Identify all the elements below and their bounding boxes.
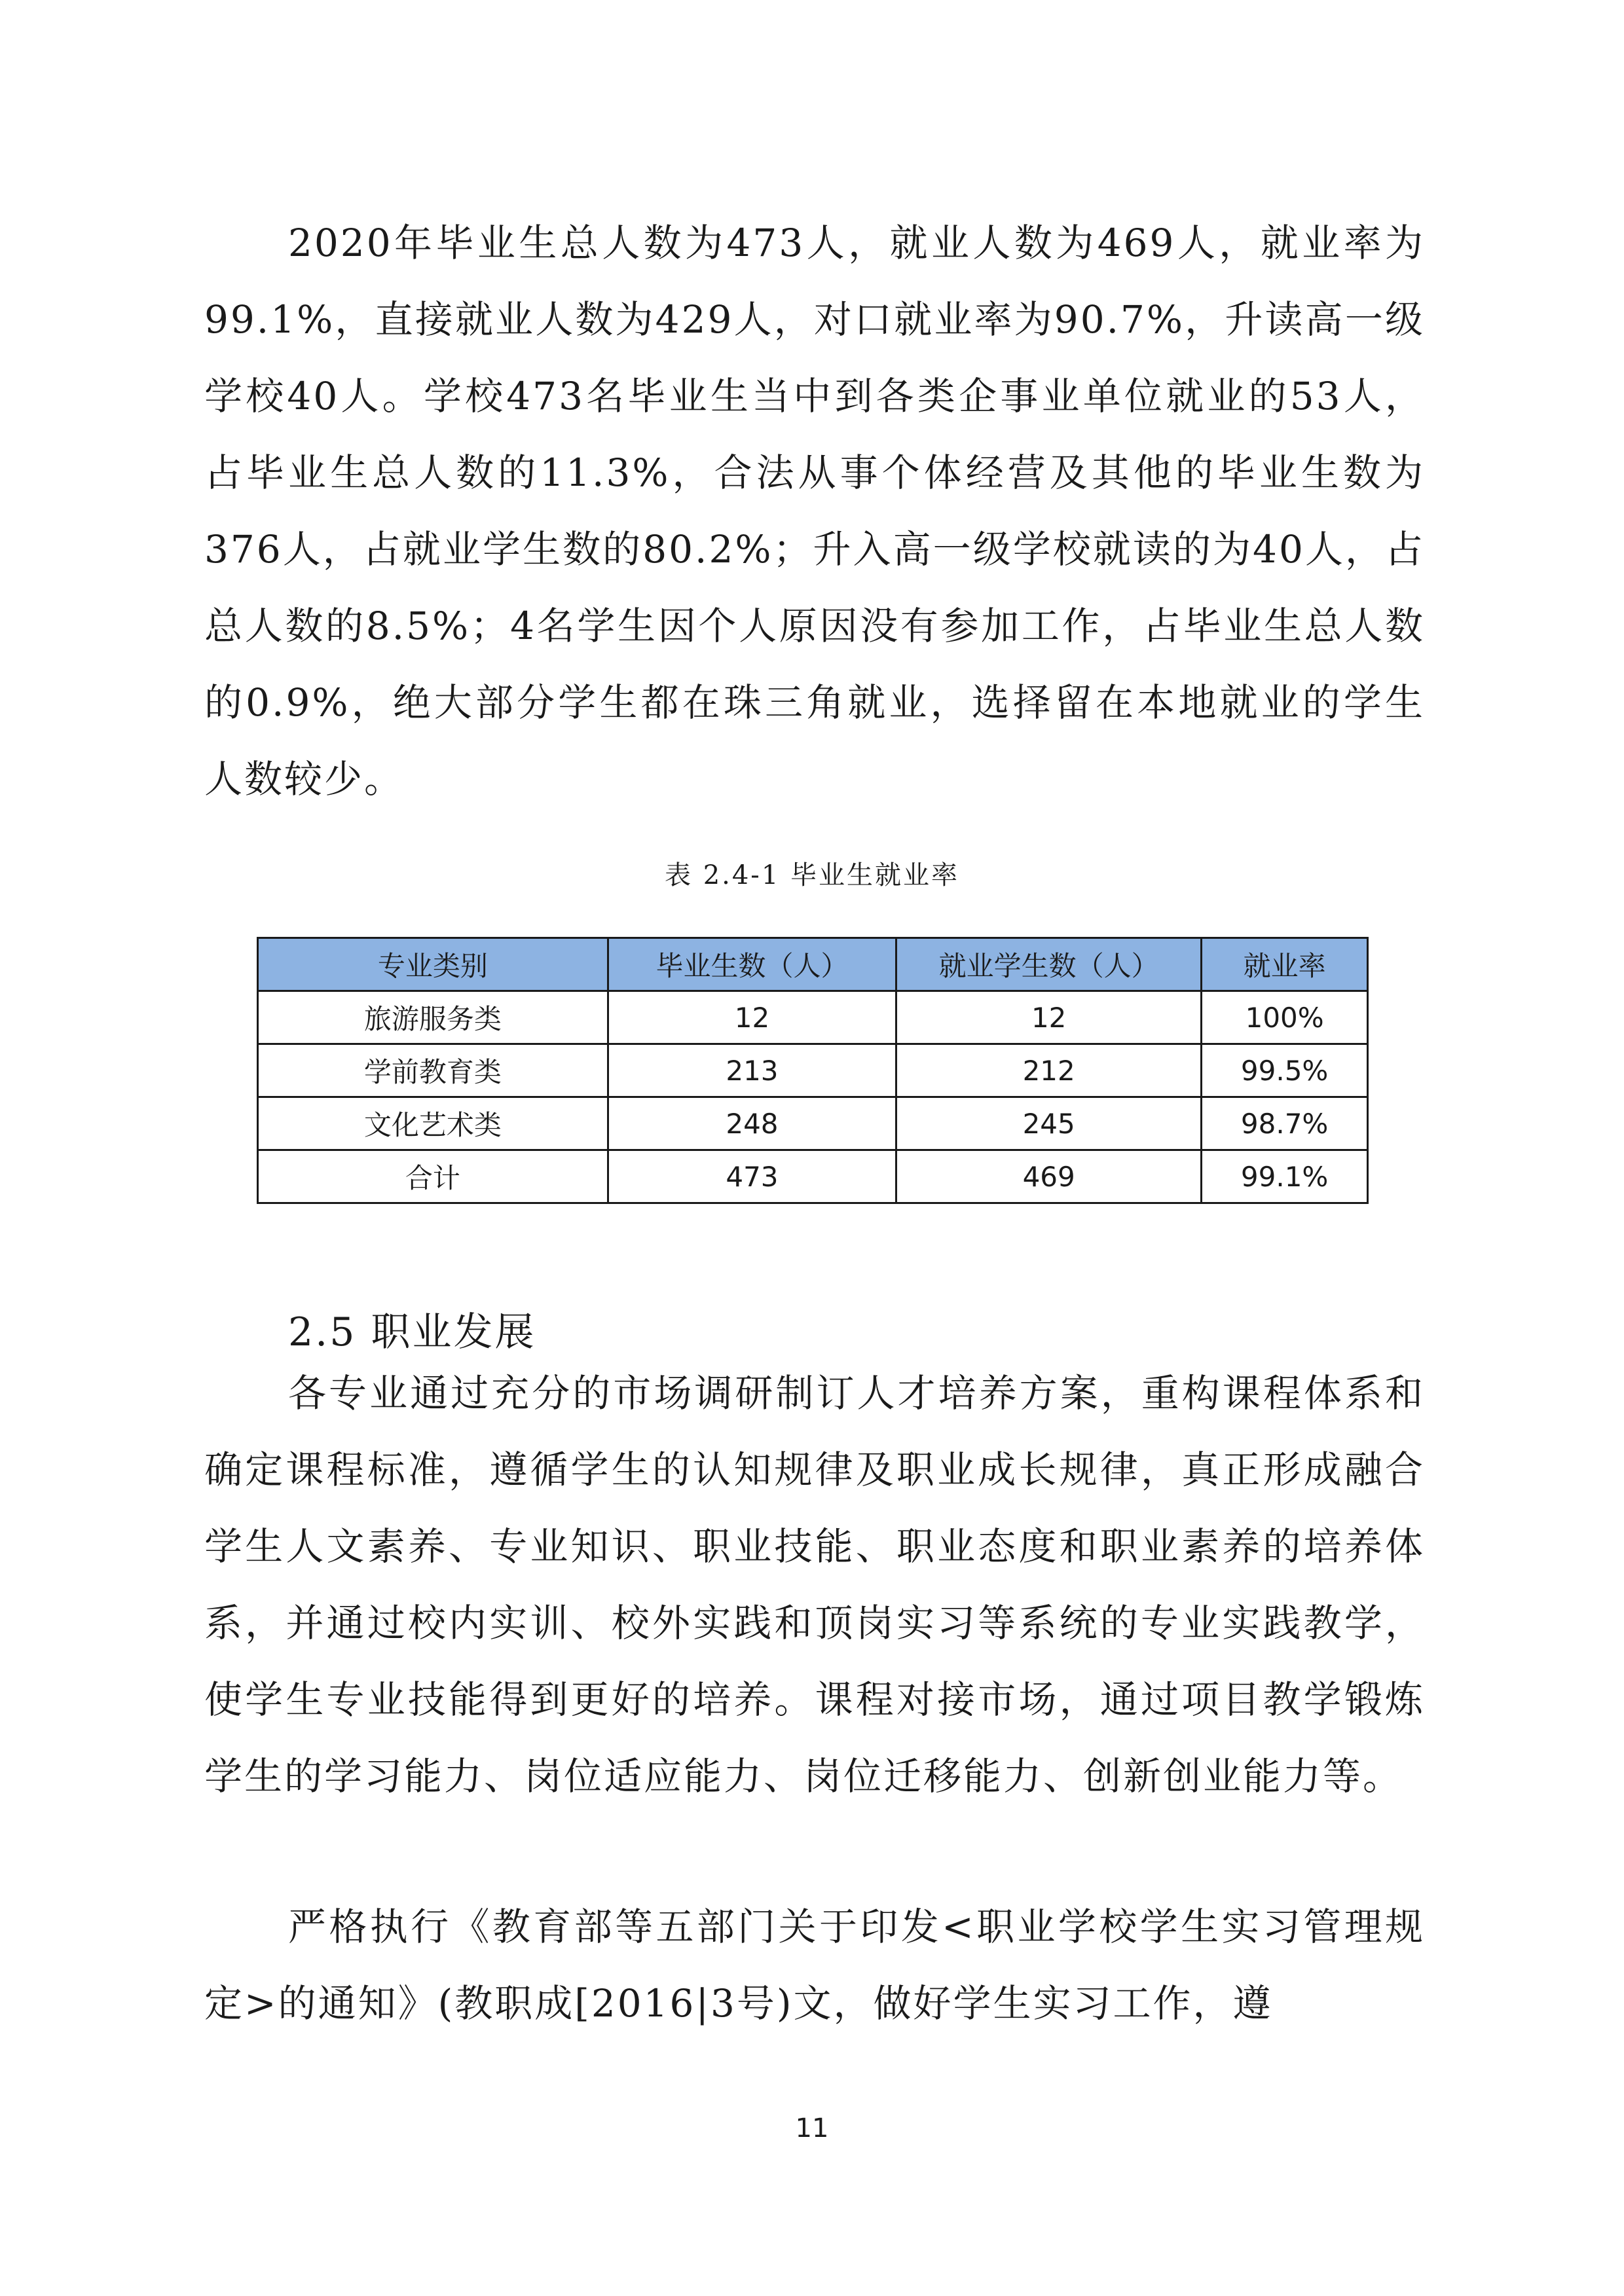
header-graduates: 毕业生数（人）	[608, 938, 896, 991]
table-total-row	[258, 1150, 1368, 1203]
table-row	[258, 1044, 1368, 1097]
table-row	[258, 1097, 1368, 1150]
header-employed: 就业学生数（人）	[896, 938, 1202, 991]
cell-rate: 98.7%	[1202, 1097, 1368, 1150]
cell-category: 合计	[258, 1150, 608, 1203]
cell-employed: 245	[896, 1097, 1202, 1150]
table-row	[258, 991, 1368, 1044]
cell-graduates: 213	[608, 1044, 896, 1097]
table-header-row	[258, 938, 1368, 991]
cell-graduates: 248	[608, 1097, 896, 1150]
cell-rate: 100%	[1202, 991, 1368, 1044]
cell-category: 旅游服务类	[258, 991, 608, 1044]
section-heading: 2.5 职业发展	[288, 1309, 536, 1355]
cell-employed: 12	[896, 991, 1202, 1044]
cell-employed: 212	[896, 1044, 1202, 1097]
cell-employed: 469	[896, 1150, 1202, 1203]
header-major-category: 专业类别	[258, 938, 608, 991]
employment-summary-paragraph: 2020年毕业生总人数为473人，就业人数为469人，就业率为99.1%，直接就业人数为429人，对口就业率为90.7%，升读高一级学校40人。学校473名毕业生当中到各类企事业单位就业的53人，占毕业生总人数的11.3%，合法从事个体经营及其他的毕业生数为376人，占就业学生数的80.2%；升入高一级学校就读的为40人，占总人数的8.5%；4名学生因个人原因没有参加工作，占毕业生总人数的0.9%，绝大部分学生都在珠三角就业，选择留在本地就业的学生人数较少。	[204, 221, 1425, 801]
header-employment-rate: 就业率	[1202, 938, 1368, 991]
cell-rate: 99.5%	[1202, 1044, 1368, 1097]
internship-paragraph: 严格执行《教育部等五部门关于印发<职业学校学生实习管理规定>的通知》(教职成[2016|3号)文，做好学生实习工作，遵	[204, 1904, 1425, 2026]
cell-category: 文化艺术类	[258, 1097, 608, 1150]
employment-rate-table	[257, 937, 1369, 1204]
cell-graduates: 12	[608, 991, 896, 1044]
cell-graduates: 473	[608, 1150, 896, 1203]
table-caption: 表 2.4-1 毕业生就业率	[664, 860, 959, 890]
page-number: 11	[795, 2113, 829, 2143]
cell-category: 学前教育类	[258, 1044, 608, 1097]
cell-rate: 99.1%	[1202, 1150, 1368, 1203]
career-development-paragraph: 各专业通过充分的市场调研制订人才培养方案，重构课程体系和确定课程标准，遵循学生的认知规律及职业成长规律，真正形成融合学生人文素养、专业知识、职业技能、职业态度和职业素养的培养体系，并通过校内实训、校外实践和顶岗实习等系统的专业实践教学，使学生专业技能得到更好的培养。课程对接市场，通过项目教学锻炼学生的学习能力、岗位适应能力、岗位迁移能力、创新创业能力等。	[204, 1371, 1425, 1798]
